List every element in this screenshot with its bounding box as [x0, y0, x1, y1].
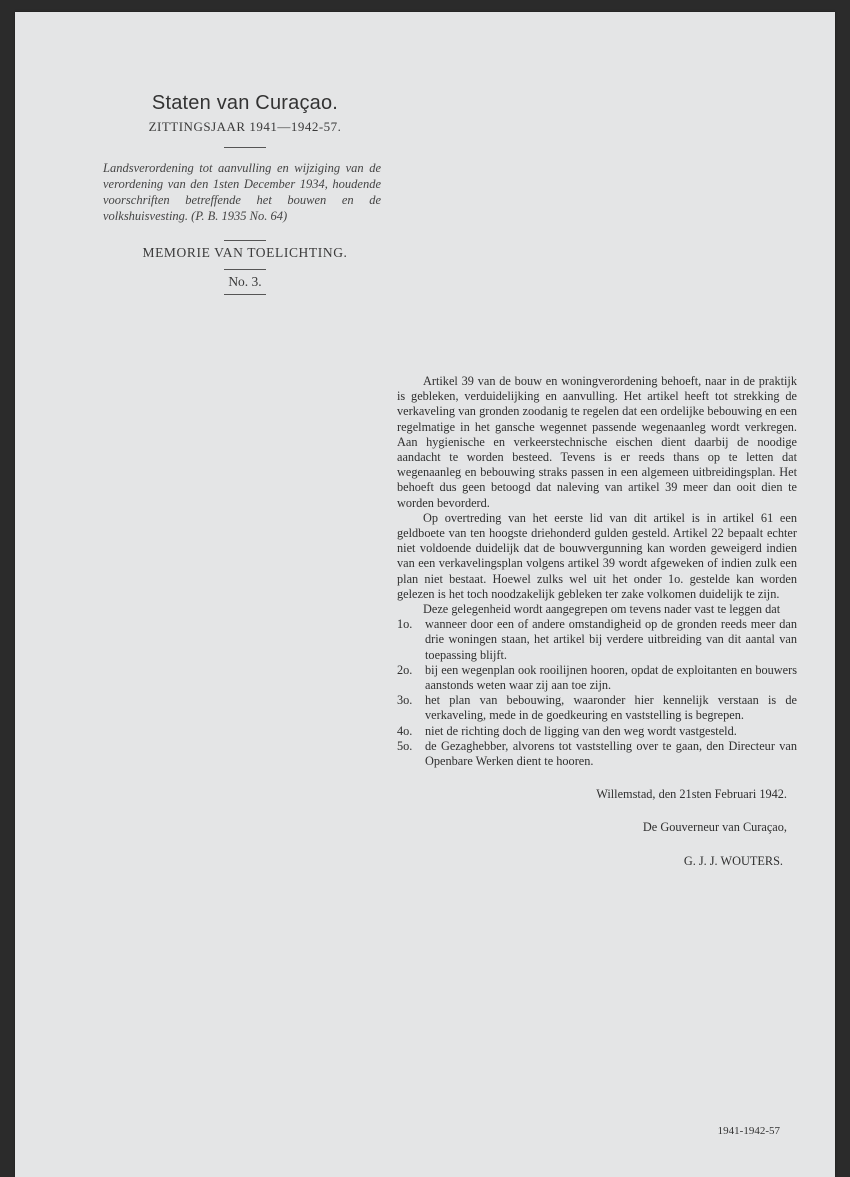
list-item [397, 739, 797, 769]
list-item [397, 724, 797, 739]
list-item-text: de Gezaghebber, alvorens tot vaststelling over te gaan, den Directeur van Openbare Werken dient te hooren. [425, 738, 797, 769]
signatory-name: G. J. J. WOUTERS. [683, 853, 783, 868]
list-item-number: 5o. [397, 738, 413, 753]
list-item-text: het plan van bebouwing, waaronder hier kennelijk verstaan is de verkaveling, mede in de goedkeuring en vaststelling is begrepen. [425, 693, 797, 723]
list-item-number: 2o. [397, 662, 413, 677]
divider [224, 147, 266, 148]
signatory-title: De Gouverneur van Curaçao, [642, 820, 787, 835]
list-item-number: 1o. [397, 617, 413, 632]
page-code: 1941-1942-57 [717, 1125, 780, 1137]
list-item [397, 663, 797, 693]
list-item [397, 693, 797, 723]
list-item [397, 617, 797, 663]
header-block [95, 92, 395, 295]
subject-description: Landsverordening tot aanvulling en wijziging van de verordening van den 1sten December 1934, houdende voorschriften betreffende het bouwen en de volkshuisvesting. (P. B. 1935 No. 64) [103, 161, 381, 223]
list-item-text: niet de richting doch de ligging van den weg wordt vastgesteld. [425, 723, 737, 738]
list-item-text: bij een wegenplan ook rooilijnen hooren, opdat de exploitanten en bouwers aanstonds weten waar zij aan toe zijn. [425, 662, 797, 693]
document-type: MEMORIE VAN TOELICHTING. [142, 245, 348, 260]
paragraph: Artikel 39 van de bouw en woningverordening behoeft, naar in de praktijk is gebleken, verduidelijking en aanvulling. Het artikel heeft tot strekking de verkaveling van gronden zoodanig te regelen dat een ordelijke bebouwing en een regelmatige in het gansche wegennet passende wegenaanleg wordt verkregen. Aan hygienische en verkeerstechnische eischen dient daarbij de noodige aandacht te worden besteed. Tevens is er reeds thans op te letten dat wegenaanleg en bebouwing straks passen in een algemeen uitbreidingsplan. Het behoeft dus geen betoogd dat naleving van artikel 39 meer dan ooit dien te worden bevorderd. [397, 374, 797, 510]
paragraph: Op overtreding van het eerste lid van dit artikel is in artikel 61 een geldboete van ten hoogste driehonderd gulden gesteld. Artikel 22 bepaalt echter niet voldoende duidelijk dat de bouwvergunning kan worden geweigerd indien van een verkavelingsplan volgens artikel 39 wordt afgeweken of indien zulk een plan niet bestaat. Hoewel zulks wel uit het onder 1o. gestelde kan worden gelezen is het toch noodzakelijk gebleken ter zake volkomen duidelijk te zijn. [397, 510, 797, 601]
document-number: No. 3. [228, 274, 262, 289]
body-text [397, 374, 797, 869]
document-page [15, 12, 835, 1177]
list-item-number: 3o. [397, 693, 413, 708]
session-year: ZITTINGSJAAR 1941—1942-57. [148, 119, 342, 134]
paragraph: Deze gelegenheid wordt aangegrepen om tevens nader vast te leggen dat [423, 602, 781, 617]
organization-title: Staten van Curaçao. [151, 92, 339, 114]
place-date: Willemstad, den 21sten Februari 1942. [596, 787, 787, 802]
list-item-number: 4o. [397, 723, 413, 738]
list-item-text: wanneer door een of andere omstandigheid op de gronden reeds meer dan drie woningen staan, het artikel bij verdere uitbreiding van dit aantal van toepassing blijft. [425, 617, 797, 662]
divider [224, 294, 266, 295]
